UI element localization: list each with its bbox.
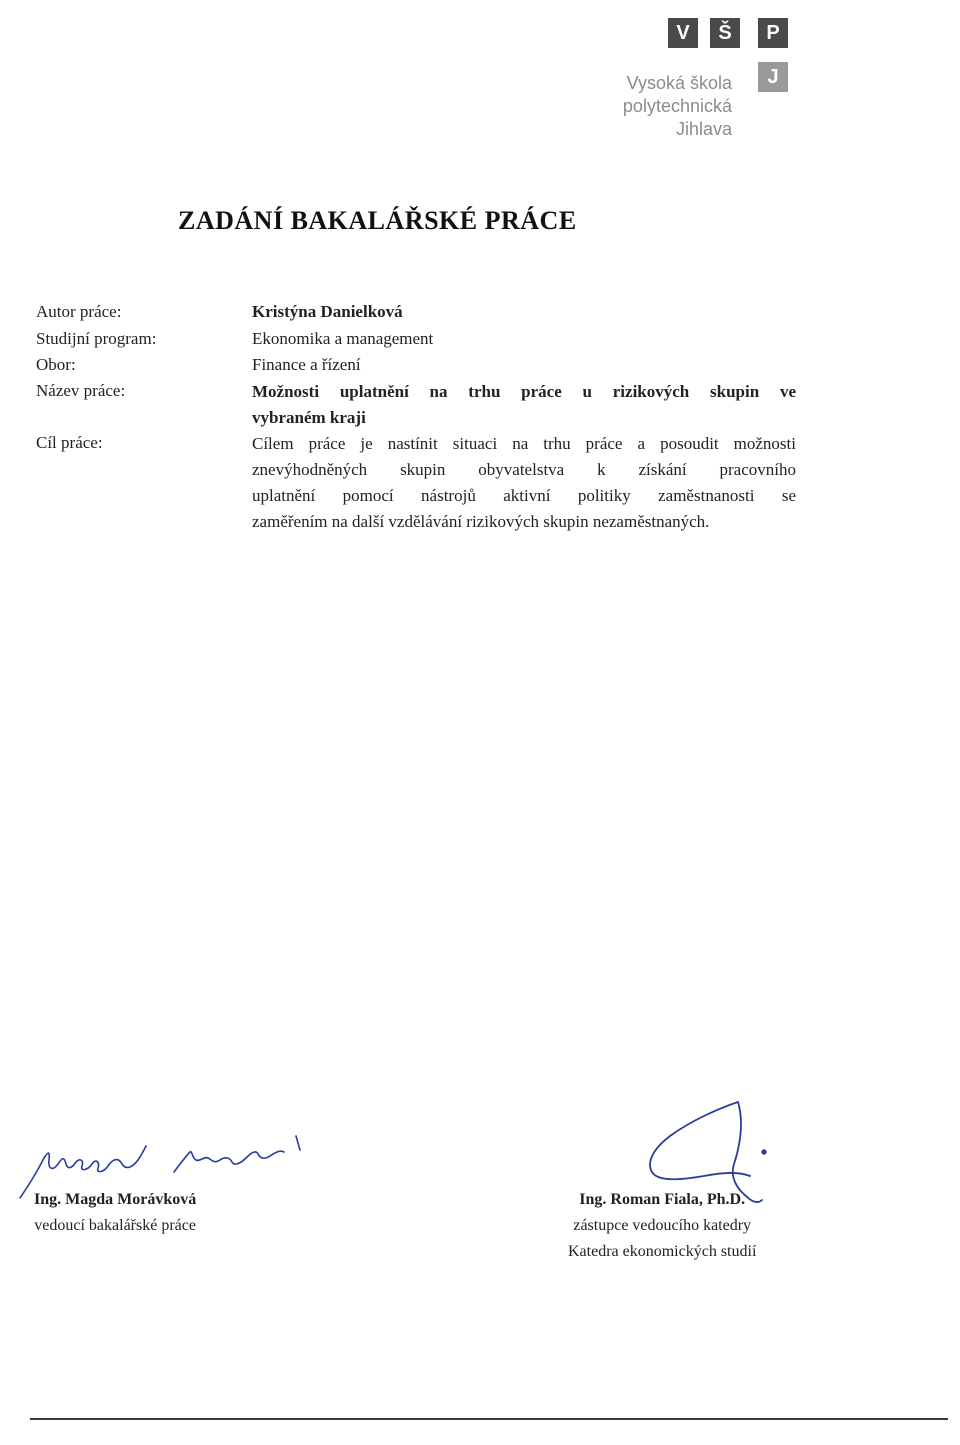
thesis-title-value [252,379,796,431]
document-title: ZADÁNÍ BAKALÁŘSKÉ PRÁCE [178,206,577,235]
supervisor-name: Ing. Magda Morávková [34,1191,197,1208]
goal-value [252,431,796,535]
thesis-title-label: Název práce: [36,381,126,400]
deputy-head-role: zástupce vedoucího katedry [573,1217,752,1234]
logo-line-3: Jihlava [675,119,732,139]
logo-letter-v: V [668,18,698,48]
thesis-title-line-1: Možnosti uplatnění na trhu práce u rizikových skupin ve [252,382,796,401]
signature-left [34,1187,196,1239]
goal-label: Cíl práce: [36,433,103,452]
deputy-head-name: Ing. Roman Fiala, Ph.D. [579,1191,746,1208]
goal-line-4: zaměřením na další vzdělávání rizikových skupin nezaměstnaných. [252,512,710,531]
goal-line-2: znevýhodněných skupin obyvatelstva k získání pracovního [252,460,796,479]
logo-letter-j: J [758,62,788,92]
bottom-rule [30,1418,948,1420]
thesis-title-line-2: vybraném kraji [252,408,366,427]
logo-line-2: polytechnická [622,96,732,116]
program-label: Studijní program: [36,329,157,348]
goal-line-1: Cílem práce je nastínit situaci na trhu práce a posoudit možnosti [252,434,796,453]
goal-line-3: uplatnění pomocí nástrojů aktivní politiky zaměstnanosti se [252,486,796,505]
supervisor-role: vedoucí bakalářské práce [34,1217,196,1234]
program-value: Ekonomika a management [252,329,434,348]
logo-letter-p: P [758,18,788,48]
department-name: Katedra ekonomických studií [568,1243,757,1260]
author-value: Kristýna Danielková [252,302,403,321]
author-label: Autor práce: [36,302,122,321]
branch-value: Finance a řízení [252,355,361,374]
signature-right [568,1187,756,1265]
logo-school-name [623,72,732,141]
logo-line-1: Vysoká škola [626,73,732,93]
branch-label: Obor: [36,355,76,374]
school-logo [596,16,796,156]
logo-letter-s: Š [710,18,740,48]
